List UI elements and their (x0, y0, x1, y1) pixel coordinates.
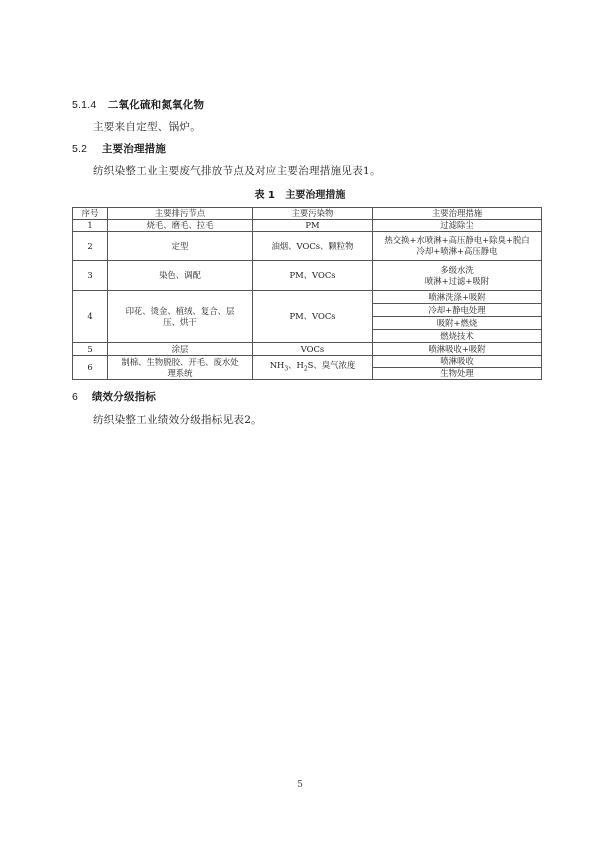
header-no: 序号 (73, 208, 108, 220)
subscript: 3 (284, 365, 289, 373)
header-node: 主要排污节点 (108, 208, 253, 220)
section-5-1-4-body: 主要来自定型、锅炉。 (93, 121, 201, 133)
measure-item: 热交换+水喷淋+高压静电+除臭+脱白 (384, 235, 530, 245)
table-row (73, 343, 542, 356)
table-row (73, 232, 542, 261)
cell-no: 1 (73, 220, 108, 232)
cell-measure: 过滤除尘 (373, 220, 542, 232)
cell-measure: 喷淋吸收 (373, 356, 542, 368)
measure-item: 喷淋+过滤+吸附 (424, 275, 490, 286)
cell-node: 涂层 (108, 343, 253, 356)
cell-node: 制棉、生物脱胶、开毛、废水处理系统 (108, 356, 253, 380)
cell-measures (373, 261, 542, 291)
cell-pollutant: 油烟、VOCs、颗粒物 (253, 232, 373, 261)
section-title: 绩效分级指标 (91, 391, 157, 403)
cell-pollutant: VOCs (253, 343, 373, 356)
cell-pollutant: PM、VOCs (253, 261, 373, 291)
section-6-body: 纺织染整工业绩效分级指标见表2。 (93, 414, 262, 426)
page-number: 5 (297, 780, 303, 790)
section-6-heading (72, 389, 156, 404)
measure-item: 多级水洗 (440, 264, 474, 275)
cell-measures (373, 232, 542, 261)
cell-measure: 吸附+燃烧 (373, 317, 542, 330)
cell-measure: 燃烧技术 (373, 330, 542, 343)
cell-no: 4 (73, 291, 108, 343)
section-title: 主要治理措施 (101, 143, 167, 155)
cell-pollutant: PM、VOCs (253, 291, 373, 343)
cell-node: 染色、调配 (108, 261, 253, 291)
cell-measure: 喷淋洗涤+吸附 (373, 291, 542, 304)
cell-pollutant: PM (253, 220, 373, 232)
header-pollutant: 主要污染物 (253, 208, 373, 220)
cell-no: 3 (73, 261, 108, 291)
table-row (73, 291, 542, 304)
cell-no: 5 (73, 343, 108, 356)
section-5-1-4-heading (72, 97, 204, 112)
cell-no: 6 (73, 356, 108, 380)
section-number: 5.2 (72, 143, 88, 155)
section-5-2-heading (72, 141, 166, 156)
table-row (73, 356, 542, 368)
cell-measure: 冷却+静电处理 (373, 304, 542, 317)
section-number: 5.1.4 (72, 99, 97, 111)
formula-nh: NH (269, 360, 285, 371)
section-5-2-body: 纺织染整工业主要废气排放节点及对应主要治理措施见表1。 (93, 165, 381, 177)
cell-node: 印花、烫金、植绒、复合、层压、烘干 (108, 291, 253, 343)
cell-measure: 生物处理 (373, 368, 542, 380)
subscript: 2 (303, 365, 308, 373)
section-title: 二氧化硫和氮氧化物 (107, 99, 205, 111)
table-header-row (73, 208, 542, 220)
formula-rest: S、臭气浓度 (307, 360, 356, 371)
section-number: 6 (72, 391, 79, 403)
treatment-measures-table (72, 207, 542, 380)
cell-measure: 喷淋吸收+吸附 (373, 343, 542, 356)
cell-node: 烧毛、磨毛、拉毛 (108, 220, 253, 232)
table-caption: 表 1 主要治理措施 (254, 190, 346, 201)
measure-item: 冷却+喷淋+高压静电 (416, 246, 498, 256)
table-row (73, 220, 542, 232)
table-row (73, 261, 542, 291)
cell-no: 2 (73, 232, 108, 261)
header-measures: 主要治理措施 (373, 208, 542, 220)
cell-pollutant (253, 356, 373, 380)
cell-node: 定型 (108, 232, 253, 261)
formula-h: 、H (288, 360, 304, 371)
